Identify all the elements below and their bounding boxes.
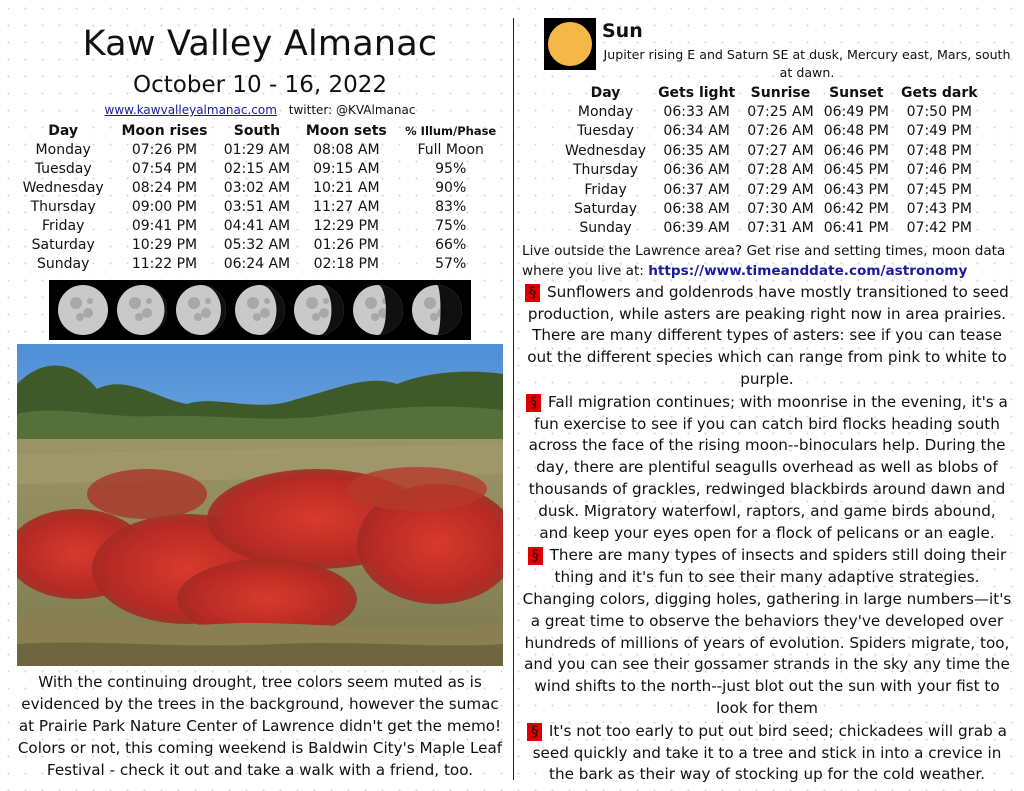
moon-day-cell: Sunday: [36, 256, 90, 272]
sun-table-row: [560, 103, 985, 122]
gets-dark-cell: 07:50 PM: [906, 104, 972, 120]
gets-dark-cell: 07:45 PM: [906, 181, 972, 198]
sun-day-cell: Saturday: [573, 201, 638, 218]
moon-phase-icon: [56, 283, 110, 337]
timeanddate-link[interactable]: https://www.timeanddate.com/astronomy: [648, 262, 968, 279]
section-marker-icon: §: [527, 723, 542, 741]
paragraph-text: There are many types of insects and spiders still doing their thing and it's fun to see their many adaptive strategies. Changing colors, digging holes, gathering in large numbers—it's a great time to observe the behaviors they've developed over hundreds of millions of years of evolution. Spiders migrate, too, and you can see their gossamer strands in the sky any time the wind shifts to the north--just blot out the sun with your fist to look for them: [522, 546, 1012, 717]
website-link[interactable]: www.kawvalleyalmanac.com: [104, 103, 277, 117]
moon-south-cell: 02:15 AM: [223, 161, 291, 177]
sunrise-cell: 07:28 AM: [747, 162, 814, 179]
moon-header-sets: Moon sets: [305, 123, 387, 139]
moon-rise-cell: 09:41 PM: [131, 218, 198, 234]
moon-set-cell: 02:18 PM: [313, 256, 379, 272]
moon-day-cell: Monday: [35, 142, 91, 158]
sun-header-day: Day: [590, 85, 621, 101]
sun-title: Sun: [602, 20, 643, 42]
sunrise-cell: 07:31 AM: [747, 220, 814, 237]
live-outside-text: Live outside the Lawrence area? Get rise and setting times, moon data where you live at:: [522, 242, 1006, 279]
moon-table-row: [14, 198, 506, 217]
moon-rise-cell: 11:22 PM: [131, 256, 198, 272]
moon-south-cell: 03:51 AM: [223, 199, 291, 215]
sun-header: [522, 18, 1012, 80]
moon-rise-cell: 08:24 PM: [131, 180, 198, 196]
moon-rise-cell: 09:00 PM: [131, 199, 198, 215]
moon-table-row: [14, 179, 506, 198]
moon-day-cell: Tuesday: [34, 161, 92, 177]
moon-table-row: [14, 160, 506, 179]
sun-header-sunrise: Sunrise: [750, 85, 811, 101]
sunrise-cell: 07:27 AM: [747, 142, 814, 159]
moon-header-phase: % Illum/Phase: [405, 124, 497, 138]
photo-caption: With the continuing drought, tree colors seem muted as is evidenced by the trees in the background, however the sumac at Prairie Park Nature Center of Lawrence didn't get the memo! Colors or not, this coming weekend is Baldwin City's Maple Leaf Festival - check it out and take a walk with a friend, too.: [17, 673, 503, 779]
moon-day-cell: Thursday: [30, 199, 96, 215]
moon-phase-strip: [49, 280, 471, 340]
moon-table: [14, 122, 506, 274]
moon-phase-icon: [115, 283, 169, 337]
moon-table-row: [14, 255, 506, 274]
sun-table: [560, 84, 985, 239]
sun-day-cell: Friday: [584, 181, 627, 198]
sun-day-cell: Thursday: [572, 162, 639, 179]
moon-phase-icon: [351, 283, 405, 337]
sun-table-row: [560, 181, 985, 200]
sun-table-row: [560, 200, 985, 219]
moon-phase-icon: [174, 283, 228, 337]
gets-dark-cell: 07:46 PM: [906, 162, 972, 179]
almanac-paragraph: [522, 545, 1012, 719]
sun-day-cell: Tuesday: [577, 123, 635, 140]
moon-phase-cell: 95%: [435, 161, 467, 177]
moon-south-cell: 06:24 AM: [223, 256, 291, 272]
gets-dark-cell: 07:43 PM: [906, 201, 972, 218]
sunset-cell: 06:41 PM: [823, 220, 890, 237]
page-title: Kaw Valley Almanac: [82, 24, 438, 64]
gets-light-cell: 06:36 AM: [663, 162, 730, 179]
moon-phase-icon: [292, 283, 346, 337]
moon-phase-cell: 57%: [435, 256, 467, 272]
sunrise-cell: 07:29 AM: [747, 181, 814, 198]
gets-dark-cell: 07:49 PM: [906, 123, 972, 140]
moon-day-cell: Wednesday: [22, 180, 104, 196]
sun-table-row: [560, 161, 985, 180]
sun-header-gets-light: Gets light: [658, 85, 736, 101]
gets-light-cell: 06:34 AM: [663, 123, 730, 140]
sunset-cell: 06:45 PM: [823, 162, 890, 179]
sun-table-row: [560, 219, 985, 238]
live-outside-note: [522, 241, 1012, 281]
header-links: [14, 100, 506, 120]
moon-table-row: [14, 236, 506, 255]
sunset-cell: 06:49 PM: [823, 104, 890, 120]
left-column: [14, 18, 506, 781]
gets-light-cell: 06:33 AM: [663, 104, 730, 120]
sunset-cell: 06:46 PM: [823, 142, 890, 159]
gets-light-cell: 06:35 AM: [663, 142, 730, 159]
moon-set-cell: 11:27 AM: [313, 199, 380, 215]
column-divider: [513, 18, 514, 780]
almanac-paragraph: [522, 392, 1012, 545]
sun-table-row: [560, 142, 985, 161]
sun-day-cell: Monday: [577, 104, 634, 120]
moon-header-day: Day: [48, 123, 79, 139]
paragraph-text: It's not too early to put out bird seed; chickadees will grab a seed quickly and take it to a tree and stick in into a crevice in the bark as their way of stocking up for the cold weather.: [532, 721, 1007, 784]
sun-header-sunset: Sunset: [829, 85, 884, 101]
moon-table-row: [14, 141, 506, 160]
sumac-prairie-photo: [17, 344, 503, 666]
almanac-paragraph: [522, 282, 1012, 391]
sunset-cell: 06:42 PM: [823, 201, 890, 218]
moon-phase-icon: [410, 283, 464, 337]
moon-phase-cell: Full Moon: [417, 142, 484, 158]
section-marker-icon: §: [528, 547, 543, 565]
sun-day-cell: Sunday: [579, 220, 632, 237]
gets-light-cell: 06:37 AM: [663, 181, 730, 198]
moon-south-cell: 05:32 AM: [223, 237, 291, 253]
section-marker-icon: §: [526, 394, 541, 412]
moon-south-cell: 04:41 AM: [223, 218, 291, 234]
sun-day-cell: Wednesday: [565, 142, 647, 159]
right-column: [522, 18, 1012, 786]
moon-rise-cell: 10:29 PM: [131, 237, 198, 253]
sunrise-cell: 07:25 AM: [747, 104, 814, 120]
moon-south-cell: 03:02 AM: [223, 180, 291, 196]
moon-set-cell: 10:21 AM: [313, 180, 380, 196]
paragraph-text: Fall migration continues; with moonrise in the evening, it's a fun exercise to see if you can catch bird flocks heading south across the face of the rising moon--binoculars help. During the day, there are plentiful seagulls overhead as well as blobs of thousands of grackles, redwinged blackbirds around dawn and dusk. Migratory waterfowl, raptors, and game birds abound, and keep your eyes open for a flock of pelicans or an eagle.: [528, 392, 1008, 542]
moon-set-cell: 09:15 AM: [313, 161, 380, 177]
moon-phase-icon: [233, 283, 287, 337]
almanac-paragraph: [522, 721, 1012, 786]
moon-set-cell: 01:26 PM: [313, 237, 379, 253]
sunset-cell: 06:43 PM: [823, 181, 890, 198]
moon-phase-cell: 90%: [435, 180, 467, 196]
planets-note: Jupiter rising E and Saturn SE at dusk, Mercury east, Mars, south at dawn.: [603, 47, 1011, 80]
sun-table-header: [560, 84, 985, 103]
moon-south-cell: 01:29 AM: [223, 142, 291, 158]
moon-set-cell: 12:29 PM: [313, 218, 379, 234]
moon-rise-cell: 07:26 PM: [131, 142, 198, 158]
moon-day-cell: Friday: [41, 218, 85, 234]
date-range: October 10 - 16, 2022: [133, 72, 387, 98]
sunset-cell: 06:48 PM: [823, 123, 890, 140]
sun-table-row: [560, 122, 985, 141]
moon-phase-cell: 75%: [435, 218, 467, 234]
moon-rise-cell: 07:54 PM: [131, 161, 198, 177]
sunrise-cell: 07:30 AM: [747, 201, 814, 218]
gets-light-cell: 06:39 AM: [663, 220, 730, 237]
paragraph-text: Sunflowers and goldenrods have mostly transitioned to seed production, while asters are peaking right now in area prairies. There are many different types of asters: see if you can tease out the different species which can range from pink to white to purple.: [527, 282, 1009, 389]
sunrise-cell: 07:26 AM: [747, 123, 814, 140]
gets-dark-cell: 07:48 PM: [906, 142, 972, 159]
moon-table-row: [14, 217, 506, 236]
moon-table-header: [14, 122, 506, 141]
moon-set-cell: 08:08 AM: [313, 142, 380, 158]
moon-header-rises: Moon rises: [121, 123, 208, 139]
sun-icon: [544, 18, 596, 70]
section-marker-icon: §: [525, 284, 540, 302]
sun-header-gets-dark: Gets dark: [901, 85, 978, 101]
moon-day-cell: Saturday: [31, 237, 95, 253]
moon-header-south: South: [233, 123, 281, 139]
twitter-handle: twitter: @KVAlmanac: [288, 103, 416, 117]
gets-dark-cell: 07:42 PM: [906, 220, 972, 237]
moon-phase-cell: 66%: [435, 237, 467, 253]
gets-light-cell: 06:38 AM: [663, 201, 730, 218]
moon-phase-cell: 83%: [435, 199, 467, 215]
